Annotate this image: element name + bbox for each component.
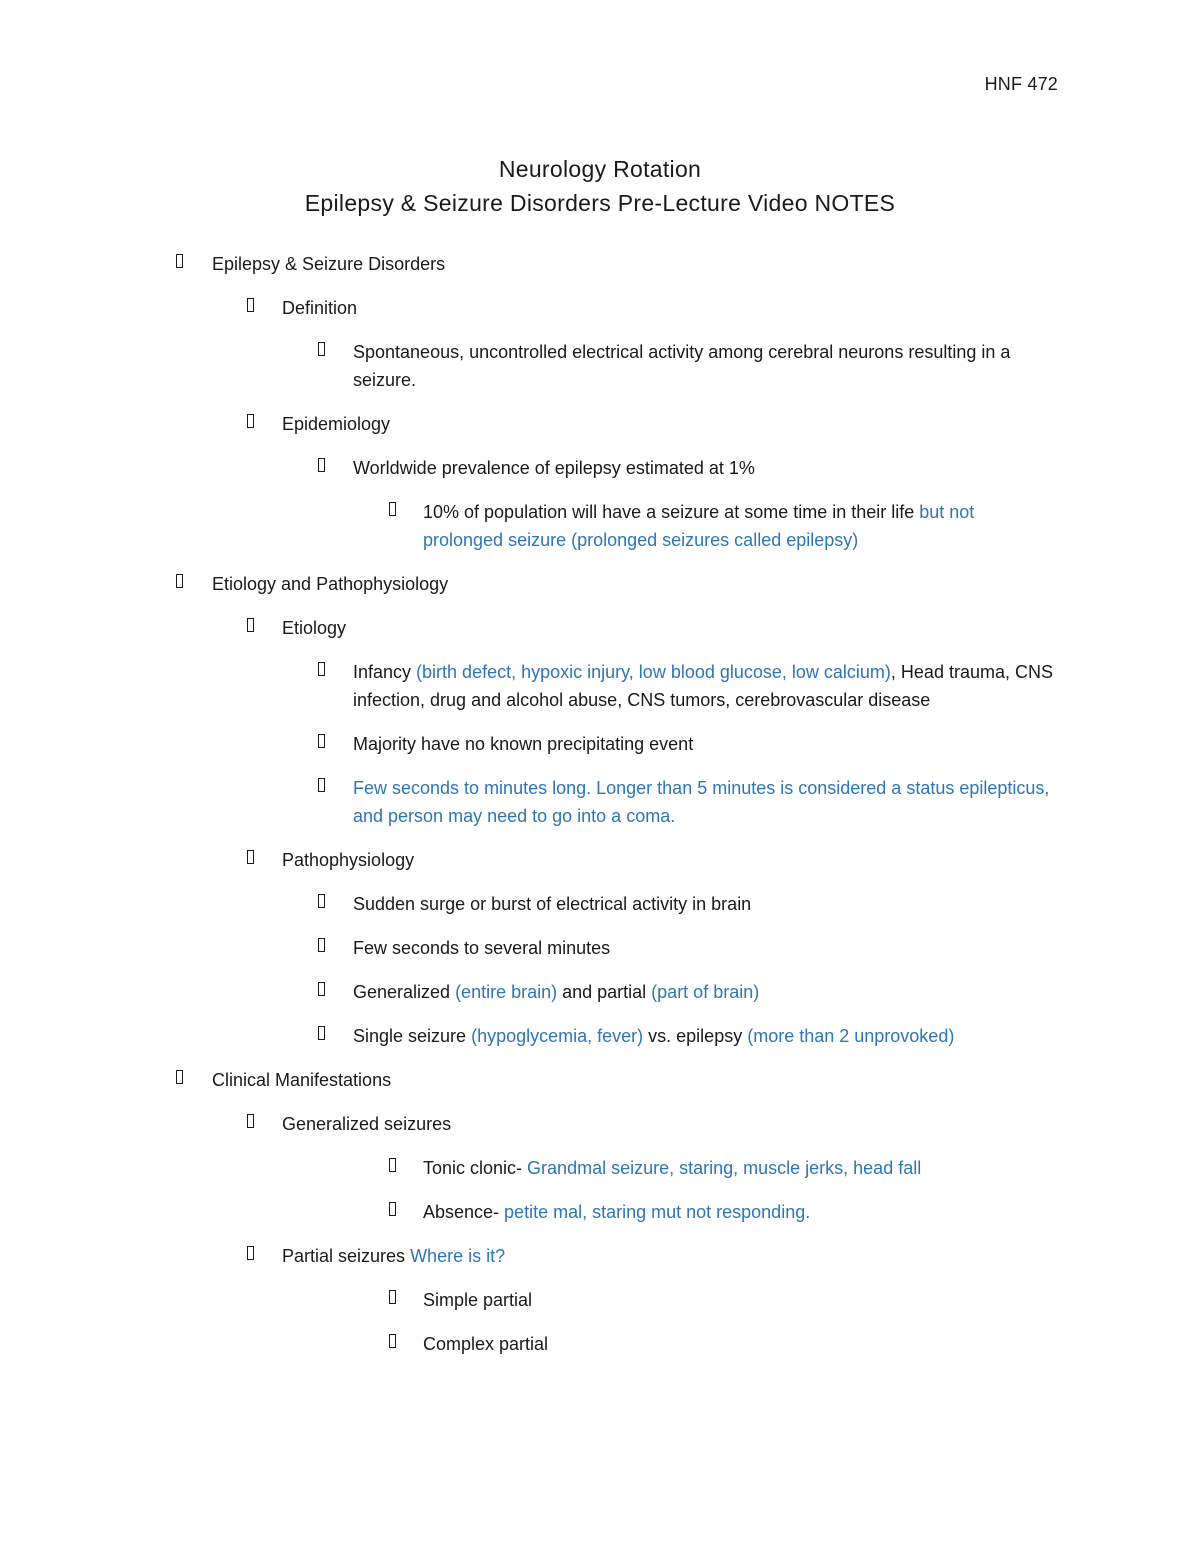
outline-text-part: Tonic clonic- [423,1158,528,1178]
outline-text-part: Single seizure [353,1026,472,1046]
outline-item-definition-text [0,338,1200,394]
square-bullet-icon [318,1026,325,1040]
square-bullet-icon [318,342,325,356]
square-bullet-icon [318,458,325,472]
square-bullet-icon [389,1202,396,1216]
outline-item-generalized-partial [0,978,1200,1006]
outline-item-infancy [0,658,1200,714]
outline-text [423,498,1053,554]
outline-item-few-seconds [0,934,1200,962]
outline-item-simple-partial [0,1286,1200,1314]
square-bullet-icon [247,414,254,428]
square-bullet-icon [247,1114,254,1128]
outline-label: Clinical Manifestations [212,1070,392,1090]
square-bullet-icon [247,1246,254,1260]
outline-text: Few seconds to several minutes [353,938,611,958]
annotation-text: Few seconds to minutes long. Longer than 5 minutes is considered a status epilepticus, and person may need to go into a coma. [353,778,1050,826]
outline-text [423,1154,1053,1182]
outline-item-pathophysiology [0,846,1200,874]
outline-text [353,1022,1053,1050]
annotation-text: (more than 2 unprovoked) [747,1026,955,1046]
square-bullet-icon [389,502,396,516]
outline-label: Generalized seizures [282,1114,452,1134]
outline-item-complex-partial [0,1330,1200,1358]
outline-text-part: vs. epilepsy [643,1026,748,1046]
outline-label: Epilepsy & Seizure Disorders [212,254,446,274]
square-bullet-icon [176,1070,183,1084]
outline-item-clinical-manifestations [0,1066,1200,1094]
square-bullet-icon [389,1290,396,1304]
outline-item-partial-seizures [0,1242,1200,1270]
annotation-text: (birth defect, hypoxic injury, low blood glucose, low calcium) [416,662,891,682]
title-block [0,152,1200,220]
outline-text-part: , Head trauma, CNS infection, drug and alcohol abuse, CNS tumors, cerebrovascular disease [353,662,1053,710]
outline-item-epidemiology [0,410,1200,438]
outline-text: Worldwide prevalence of epilepsy estimated at 1% [353,458,755,478]
outline-label: Etiology [282,618,347,638]
outline-text: Spontaneous, uncontrolled electrical activity among cerebral neurons resulting in a seizure. [353,342,1011,390]
outline-text-part: Partial seizures [282,1246,411,1266]
outline-item-etiology-pathophysiology [0,570,1200,598]
square-bullet-icon [389,1158,396,1172]
annotation-text: but not prolonged seizure (prolonged seizures called epilepsy) [423,502,975,550]
outline-text [353,978,1053,1006]
annotation-text: Where is it? [410,1246,506,1266]
outline-text: Majority have no known precipitating event [353,734,694,754]
outline-item-etiology [0,614,1200,642]
outline-label [282,1242,1200,1270]
outline-item-surge [0,890,1200,918]
outline-item-majority [0,730,1200,758]
square-bullet-icon [318,894,325,908]
outline-text-part: Absence- [423,1202,505,1222]
outline-item-tonic-clonic [0,1154,1200,1182]
square-bullet-icon [176,574,183,588]
square-bullet-icon [318,778,325,792]
square-bullet-icon [247,850,254,864]
outline-text-part: Infancy [353,662,417,682]
outline-label: Definition [282,298,358,318]
square-bullet-icon [176,254,183,268]
outline-item-definition [0,294,1200,322]
outline-item-generalized-seizures [0,1110,1200,1138]
page-subtitle: Epilepsy & Seizure Disorders Pre-Lecture Video NOTES [304,190,896,216]
square-bullet-icon [318,982,325,996]
page-title: Neurology Rotation [498,156,702,182]
square-bullet-icon [389,1334,396,1348]
outline-item-single-seizure [0,1022,1200,1050]
square-bullet-icon [247,298,254,312]
outline-text [353,658,1053,714]
annotation-text: (part of brain) [651,982,760,1002]
annotation-text: (entire brain) [455,982,558,1002]
outline-text: Simple partial [423,1290,533,1310]
course-code: HNF 472 [984,74,1058,94]
outline-item-duration-note [0,774,1200,830]
annotation-text: (hypoglycemia, fever) [471,1026,644,1046]
outline-text-part: 10% of population will have a seizure at some time in their life [423,502,920,522]
square-bullet-icon [318,662,325,676]
outline-label: Etiology and Pathophysiology [212,574,449,594]
outline-text-part: Generalized [353,982,456,1002]
outline-label: Pathophysiology [282,850,415,870]
annotation-text: Grandmal seizure, staring, muscle jerks, head fall [527,1158,922,1178]
annotation-text: petite mal, staring mut not responding. [504,1202,811,1222]
outline-text [423,1198,1053,1226]
square-bullet-icon [318,734,325,748]
outline-item-prevalence [0,454,1200,482]
square-bullet-icon [247,618,254,632]
outline-text: Sudden surge or burst of electrical activity in brain [353,894,752,914]
outline-item-epilepsy-seizure-disorders [0,250,1200,278]
outline-text: Complex partial [423,1334,549,1354]
outline-text-part: and partial [557,982,652,1002]
notes-outline [0,250,1200,1374]
outline-item-absence [0,1198,1200,1226]
square-bullet-icon [318,938,325,952]
outline-label: Epidemiology [282,414,391,434]
outline-item-population [0,498,1200,554]
